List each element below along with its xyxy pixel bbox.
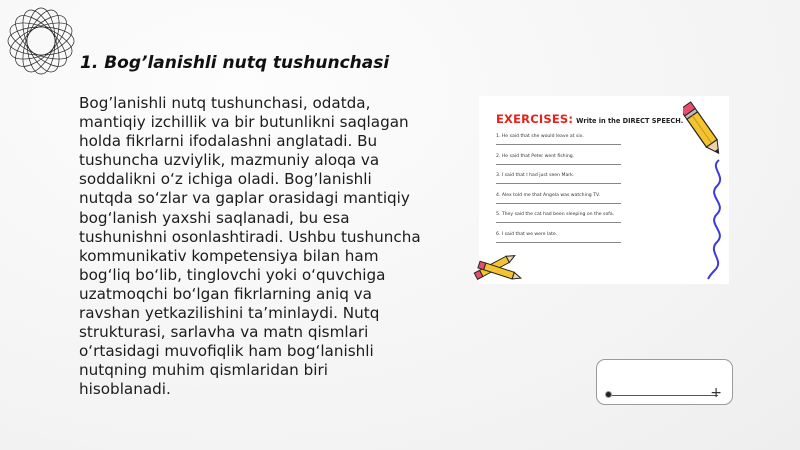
worksheet-item: 5. They said the cat had been sleeping on the sofa. [496, 210, 621, 230]
worksheet-item: 1. He said that she would leave at six. [496, 132, 621, 152]
pencils-icon [473, 250, 529, 286]
plus-icon[interactable]: + [710, 385, 722, 401]
worksheet-items [496, 132, 621, 250]
worksheet-header [496, 108, 683, 127]
slide-title: 1. Bog’lanishli nutq tushunchasi [80, 53, 390, 73]
worksheet-item: 6. I said that we were late. [496, 230, 621, 250]
slider-track[interactable] [609, 395, 718, 396]
worksheet-heading: EXERCISES: [496, 112, 574, 126]
slider-handle[interactable] [605, 391, 612, 398]
slide-body-text: Bog’lanishli nutq tushunchasi, odatda, mantiqiy izchillik va bir butunlikni saqlagan holda fikrlarni ifodalashni anglatadi. Bu tushuncha uzviylik, mazmuniy aloqa va soddalikni o‘z ichiga oladi. Bog’lanishli nutqda so‘zlar va gaplar orasidagi mantiqiy bog‘lanish yaxshi saqlanadi, bu esa tushunishni osonlashtiradi. Ushbu tushuncha kommunikativ kompetensiya bilan ham bog‘liq bo‘lib, tinglovchi yoki o‘quvchiga uzatmoqchi bo‘lgan fikrlarning aniq va ravshan yetkazilishini ta’minlaydi. Nutq strukturasi, sarlavha va matn qismlari o‘rtasidagi muvofiqlik ham bog‘lanishli nutqning muhim qismlaridan biri hisoblanadi. [79, 94, 421, 399]
squiggle-line-icon [705, 158, 729, 280]
worksheet-item: 4. Alex told me that Angela was watching TV. [496, 191, 621, 211]
worksheet-item: 2. He said that Peter went fishing. [496, 152, 621, 172]
spirograph-logo-icon [4, 4, 78, 78]
worksheet-item: 3. I said that I had just seen Mark. [496, 171, 621, 191]
worksheet-instruction: Write in the DIRECT SPEECH. [576, 117, 684, 125]
slider-control[interactable] [596, 359, 733, 405]
pencil-icon [683, 98, 723, 163]
